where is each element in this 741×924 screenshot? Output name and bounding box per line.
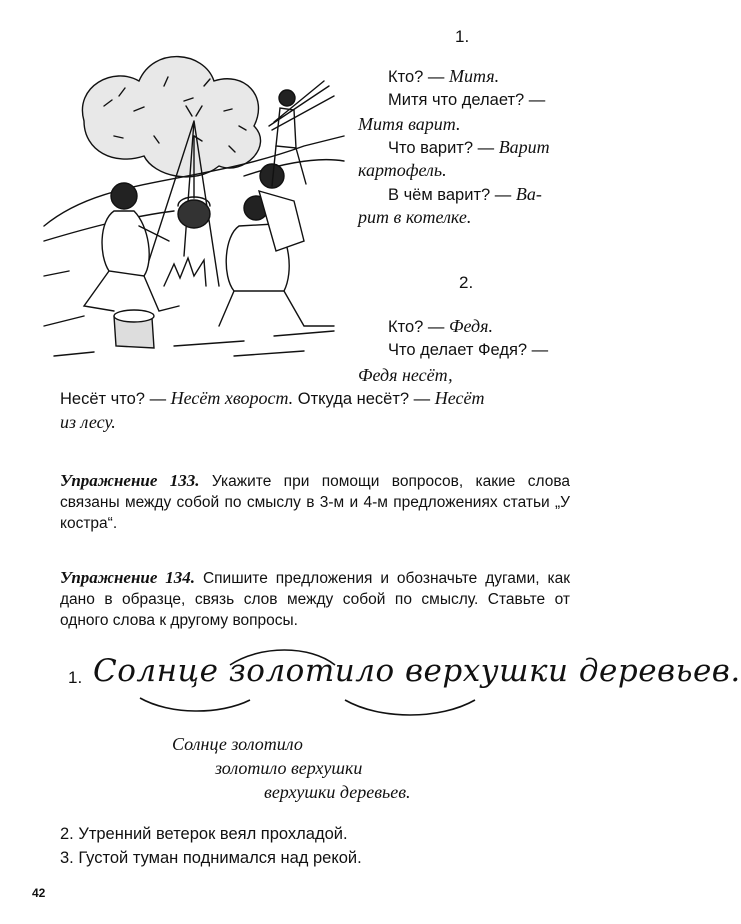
arc-subject-verb [140, 698, 250, 711]
sentence-3: 3. Густой туман поднимался над рекой. [60, 849, 362, 867]
arc-object-genitive [345, 700, 475, 715]
dialogue-2-line: Кто? — Федя. [388, 316, 494, 336]
dialogue-1-line: Митя что делает? — [388, 91, 546, 109]
dialogue-2-line: Несёт что? — Несёт хворост. Откуда несёт? — Несёт [60, 388, 485, 408]
exercise-134: Упражнение 134. Спишите предложения и обозначьте дугами, как дано в образце, связь слов между собой по смыслу. Ставьте от одного слова к другому вопросы. [60, 568, 571, 629]
example-number: 1. [68, 668, 83, 687]
example-pair: Солнце золотило [172, 734, 303, 754]
dialogue-1-line: рит в котелке. [358, 207, 472, 227]
page-number: 42 [32, 886, 46, 900]
example-arcs [80, 640, 560, 730]
dialogue-1-line: Митя варит. [358, 114, 461, 134]
campfire-illustration [44, 26, 344, 372]
dialogue-2-line: Федя несёт, [358, 365, 453, 385]
sentence-2: 2. Утренний ветерок веял прохладой. [60, 825, 348, 843]
dialogue-1-line: В чём варит? — Ва- [388, 184, 542, 204]
dialogue-1-line: картофель. [358, 160, 447, 180]
dialogue-2-line: из лесу. [60, 412, 116, 432]
example-pair: золотило верхушки [215, 758, 363, 778]
example-pair: верхушки деревьев. [264, 782, 411, 802]
dialogue-1-number: 1. [455, 27, 470, 46]
arc-verb-object [230, 650, 335, 665]
exercise-133: Упражнение 133. Укажите при помощи вопросов, какие слова связаны между собой по смыслу в 3-м и 4-м предложениях статьи „У костра“. [60, 471, 570, 532]
example-script-sentence: Солнце золотило верхушки деревьев. [93, 653, 741, 689]
dialogue-1-line: Кто? — Митя. [388, 66, 500, 86]
dialogue-1-line: Что варит? — Варит [388, 137, 550, 157]
dialogue-2-number: 2. [459, 273, 474, 292]
dialogue-2-line: Что делает Федя? — [388, 341, 549, 359]
